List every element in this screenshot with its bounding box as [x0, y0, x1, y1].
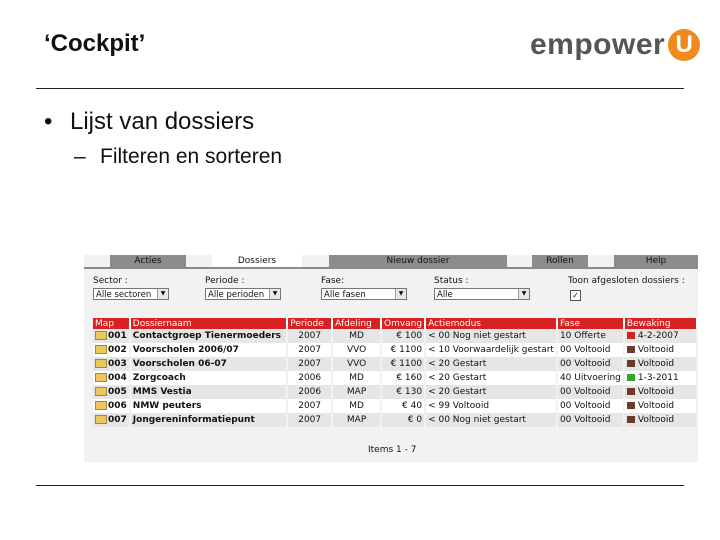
table-row[interactable] [93, 329, 697, 343]
dossier-name-cell[interactable]: Jongereninformatiepunt [130, 413, 287, 427]
filter-status-select[interactable] [434, 288, 530, 300]
filter-periode-value: Alle perioden [208, 290, 265, 300]
afdeling-cell: MD [332, 329, 381, 343]
bewaking-cell [624, 329, 697, 343]
map-number: 002 [108, 345, 127, 355]
bewaking-cell [624, 413, 697, 427]
table-row[interactable] [93, 343, 697, 357]
periode-cell: 2006 [287, 371, 332, 385]
bullet-text: Lijst van dossiers [70, 108, 255, 135]
table-row[interactable] [93, 399, 697, 413]
fase-cell: 00 Voltooid [557, 413, 624, 427]
chevron-down-icon: ▼ [518, 289, 529, 299]
dash-marker: – [74, 145, 86, 168]
map-number: 007 [108, 415, 127, 425]
dossier-name-cell[interactable]: Voorscholen 2006/07 [130, 343, 287, 357]
bottom-divider [36, 485, 684, 486]
periode-cell: 2007 [287, 329, 332, 343]
bewaking-cell [624, 399, 697, 413]
fase-cell: 40 Uitvoering [557, 371, 624, 385]
table-row[interactable] [93, 413, 697, 427]
map-number: 005 [108, 387, 127, 397]
chevron-down-icon: ▼ [269, 289, 280, 299]
dossier-name-cell[interactable]: Contactgroep Tienermoeders [130, 329, 287, 343]
periode-cell: 2007 [287, 343, 332, 357]
map-number: 001 [108, 331, 127, 341]
actiemodus-cell: < 10 Voorwaardelijk gestart [425, 343, 557, 357]
status-flag-icon [627, 374, 635, 381]
periode-cell: 2006 [287, 385, 332, 399]
dossier-name-cell[interactable]: Voorscholen 06-07 [130, 357, 287, 371]
dossier-name-cell[interactable]: MMS Vestia [130, 385, 287, 399]
logo-mark: U [668, 29, 700, 61]
actiemodus-cell: < 00 Nog niet gestart [425, 329, 557, 343]
map-cell[interactable] [93, 371, 130, 385]
fase-cell: 00 Voltooid [557, 385, 624, 399]
periode-cell: 2007 [287, 413, 332, 427]
map-cell[interactable] [93, 399, 130, 413]
bewaking-cell [624, 385, 697, 399]
filter-sector-select[interactable] [93, 288, 169, 300]
tab-underline [84, 267, 698, 269]
empower-logo [530, 28, 700, 62]
bewaking-value: Voltooid [637, 401, 675, 411]
fase-cell: 00 Voltooid [557, 343, 624, 357]
omvang-cell: € 0 [381, 413, 425, 427]
map-cell[interactable] [93, 413, 130, 427]
map-cell[interactable] [93, 329, 130, 343]
filter-periode-select[interactable] [205, 288, 281, 300]
map-cell[interactable] [93, 385, 130, 399]
periode-cell: 2007 [287, 357, 332, 371]
map-cell[interactable] [93, 357, 130, 371]
afdeling-cell: VVO [332, 357, 381, 371]
bewaking-cell [624, 357, 697, 371]
filter-sector-label: Sector : [93, 276, 128, 286]
sub-bullet-item [74, 145, 282, 169]
filter-fase-select[interactable] [321, 288, 407, 300]
actiemodus-cell: < 20 Gestart [425, 357, 557, 371]
filter-status-value: Alle [437, 290, 453, 300]
actiemodus-cell: < 20 Gestart [425, 385, 557, 399]
folder-icon [95, 387, 107, 396]
status-flag-icon [627, 332, 635, 339]
filter-fase-label: Fase: [321, 276, 345, 286]
filter-status-label: Status : [434, 276, 469, 286]
table-header-row [93, 318, 697, 329]
tab-nieuw-dossier[interactable]: Nieuw dossier [329, 255, 507, 267]
table-row[interactable] [93, 385, 697, 399]
column-header-bewaking[interactable]: Bewaking [624, 318, 697, 329]
periode-cell: 2007 [287, 399, 332, 413]
filter-sector-value: Alle sectoren [96, 290, 152, 300]
folder-icon [95, 359, 107, 368]
omvang-cell: € 40 [381, 399, 425, 413]
actiemodus-cell: < 00 Nog niet gestart [425, 413, 557, 427]
omvang-cell: € 130 [381, 385, 425, 399]
status-flag-icon [627, 360, 635, 367]
column-header-afdeling[interactable]: Afdeling [332, 318, 381, 329]
bewaking-value: Voltooid [637, 345, 675, 355]
afdeling-cell: MD [332, 371, 381, 385]
fase-cell: 00 Voltooid [557, 357, 624, 371]
status-flag-icon [627, 388, 635, 395]
afdeling-cell: MD [332, 399, 381, 413]
logo-text: empower [530, 28, 666, 61]
status-flag-icon [627, 416, 635, 423]
filter-toon-label: Toon afgesloten dossiers : [568, 276, 685, 286]
folder-icon [95, 373, 107, 382]
tab-help[interactable]: Help [614, 255, 698, 267]
folder-icon [95, 401, 107, 410]
bewaking-value: 1-3-2011 [637, 373, 679, 383]
dossier-name-cell[interactable]: NMW peuters [130, 399, 287, 413]
table-row[interactable] [93, 357, 697, 371]
bullet-marker: • [44, 108, 53, 135]
omvang-cell: € 1100 [381, 357, 425, 371]
pager-text: Items 1 - 7 [368, 445, 417, 455]
filter-periode-label: Periode : [205, 276, 245, 286]
column-header-actiemodus[interactable]: Actiemodus [425, 318, 557, 329]
actiemodus-cell: < 20 Gestart [425, 371, 557, 385]
column-header-dossiernaam[interactable]: Dossiernaam [130, 318, 287, 329]
chevron-down-icon: ▼ [157, 289, 168, 299]
map-number: 003 [108, 359, 127, 369]
bewaking-value: Voltooid [637, 359, 675, 369]
actiemodus-cell: < 99 Voltooid [425, 399, 557, 413]
afdeling-cell: MAP [332, 413, 381, 427]
top-divider [36, 88, 684, 89]
column-header-map[interactable]: Map [93, 318, 130, 329]
folder-icon [95, 331, 107, 340]
filter-fase-value: Alle fasen [324, 290, 366, 300]
bullet-item [44, 108, 254, 136]
slide-title: ‘Cockpit’ [44, 30, 146, 57]
sub-bullet-text: Filteren en sorteren [100, 145, 283, 168]
tab-bar [84, 255, 698, 267]
column-header-fase[interactable]: Fase [557, 318, 624, 329]
fase-cell: 10 Offerte [557, 329, 624, 343]
omvang-cell: € 100 [381, 329, 425, 343]
bewaking-value: Voltooid [637, 415, 675, 425]
omvang-cell: € 1100 [381, 343, 425, 357]
map-cell[interactable] [93, 343, 130, 357]
toon-afgesloten-checkbox[interactable]: ✓ [570, 290, 581, 301]
chevron-down-icon: ▼ [395, 289, 406, 299]
afdeling-cell: VVO [332, 343, 381, 357]
status-flag-icon [627, 402, 635, 409]
dossier-app-screenshot [84, 255, 698, 462]
column-header-periode[interactable]: Periode [287, 318, 332, 329]
tab-dossiers[interactable]: Dossiers [212, 255, 302, 267]
column-header-omvang[interactable]: Omvang [381, 318, 425, 329]
bewaking-cell [624, 343, 697, 357]
tab-rollen[interactable]: Rollen [532, 255, 588, 267]
folder-icon [95, 415, 107, 424]
bewaking-value: 4-2-2007 [637, 331, 679, 341]
map-number: 006 [108, 401, 127, 411]
fase-cell: 00 Voltooid [557, 399, 624, 413]
afdeling-cell: MAP [332, 385, 381, 399]
tab-acties[interactable]: Acties [110, 255, 186, 267]
bewaking-value: Voltooid [637, 387, 675, 397]
status-flag-icon [627, 346, 635, 353]
table-row[interactable] [93, 371, 697, 385]
bewaking-cell [624, 371, 697, 385]
omvang-cell: € 160 [381, 371, 425, 385]
map-number: 004 [108, 373, 127, 383]
folder-icon [95, 345, 107, 354]
dossier-name-cell[interactable]: Zorgcoach [130, 371, 287, 385]
dossier-table [93, 318, 698, 427]
